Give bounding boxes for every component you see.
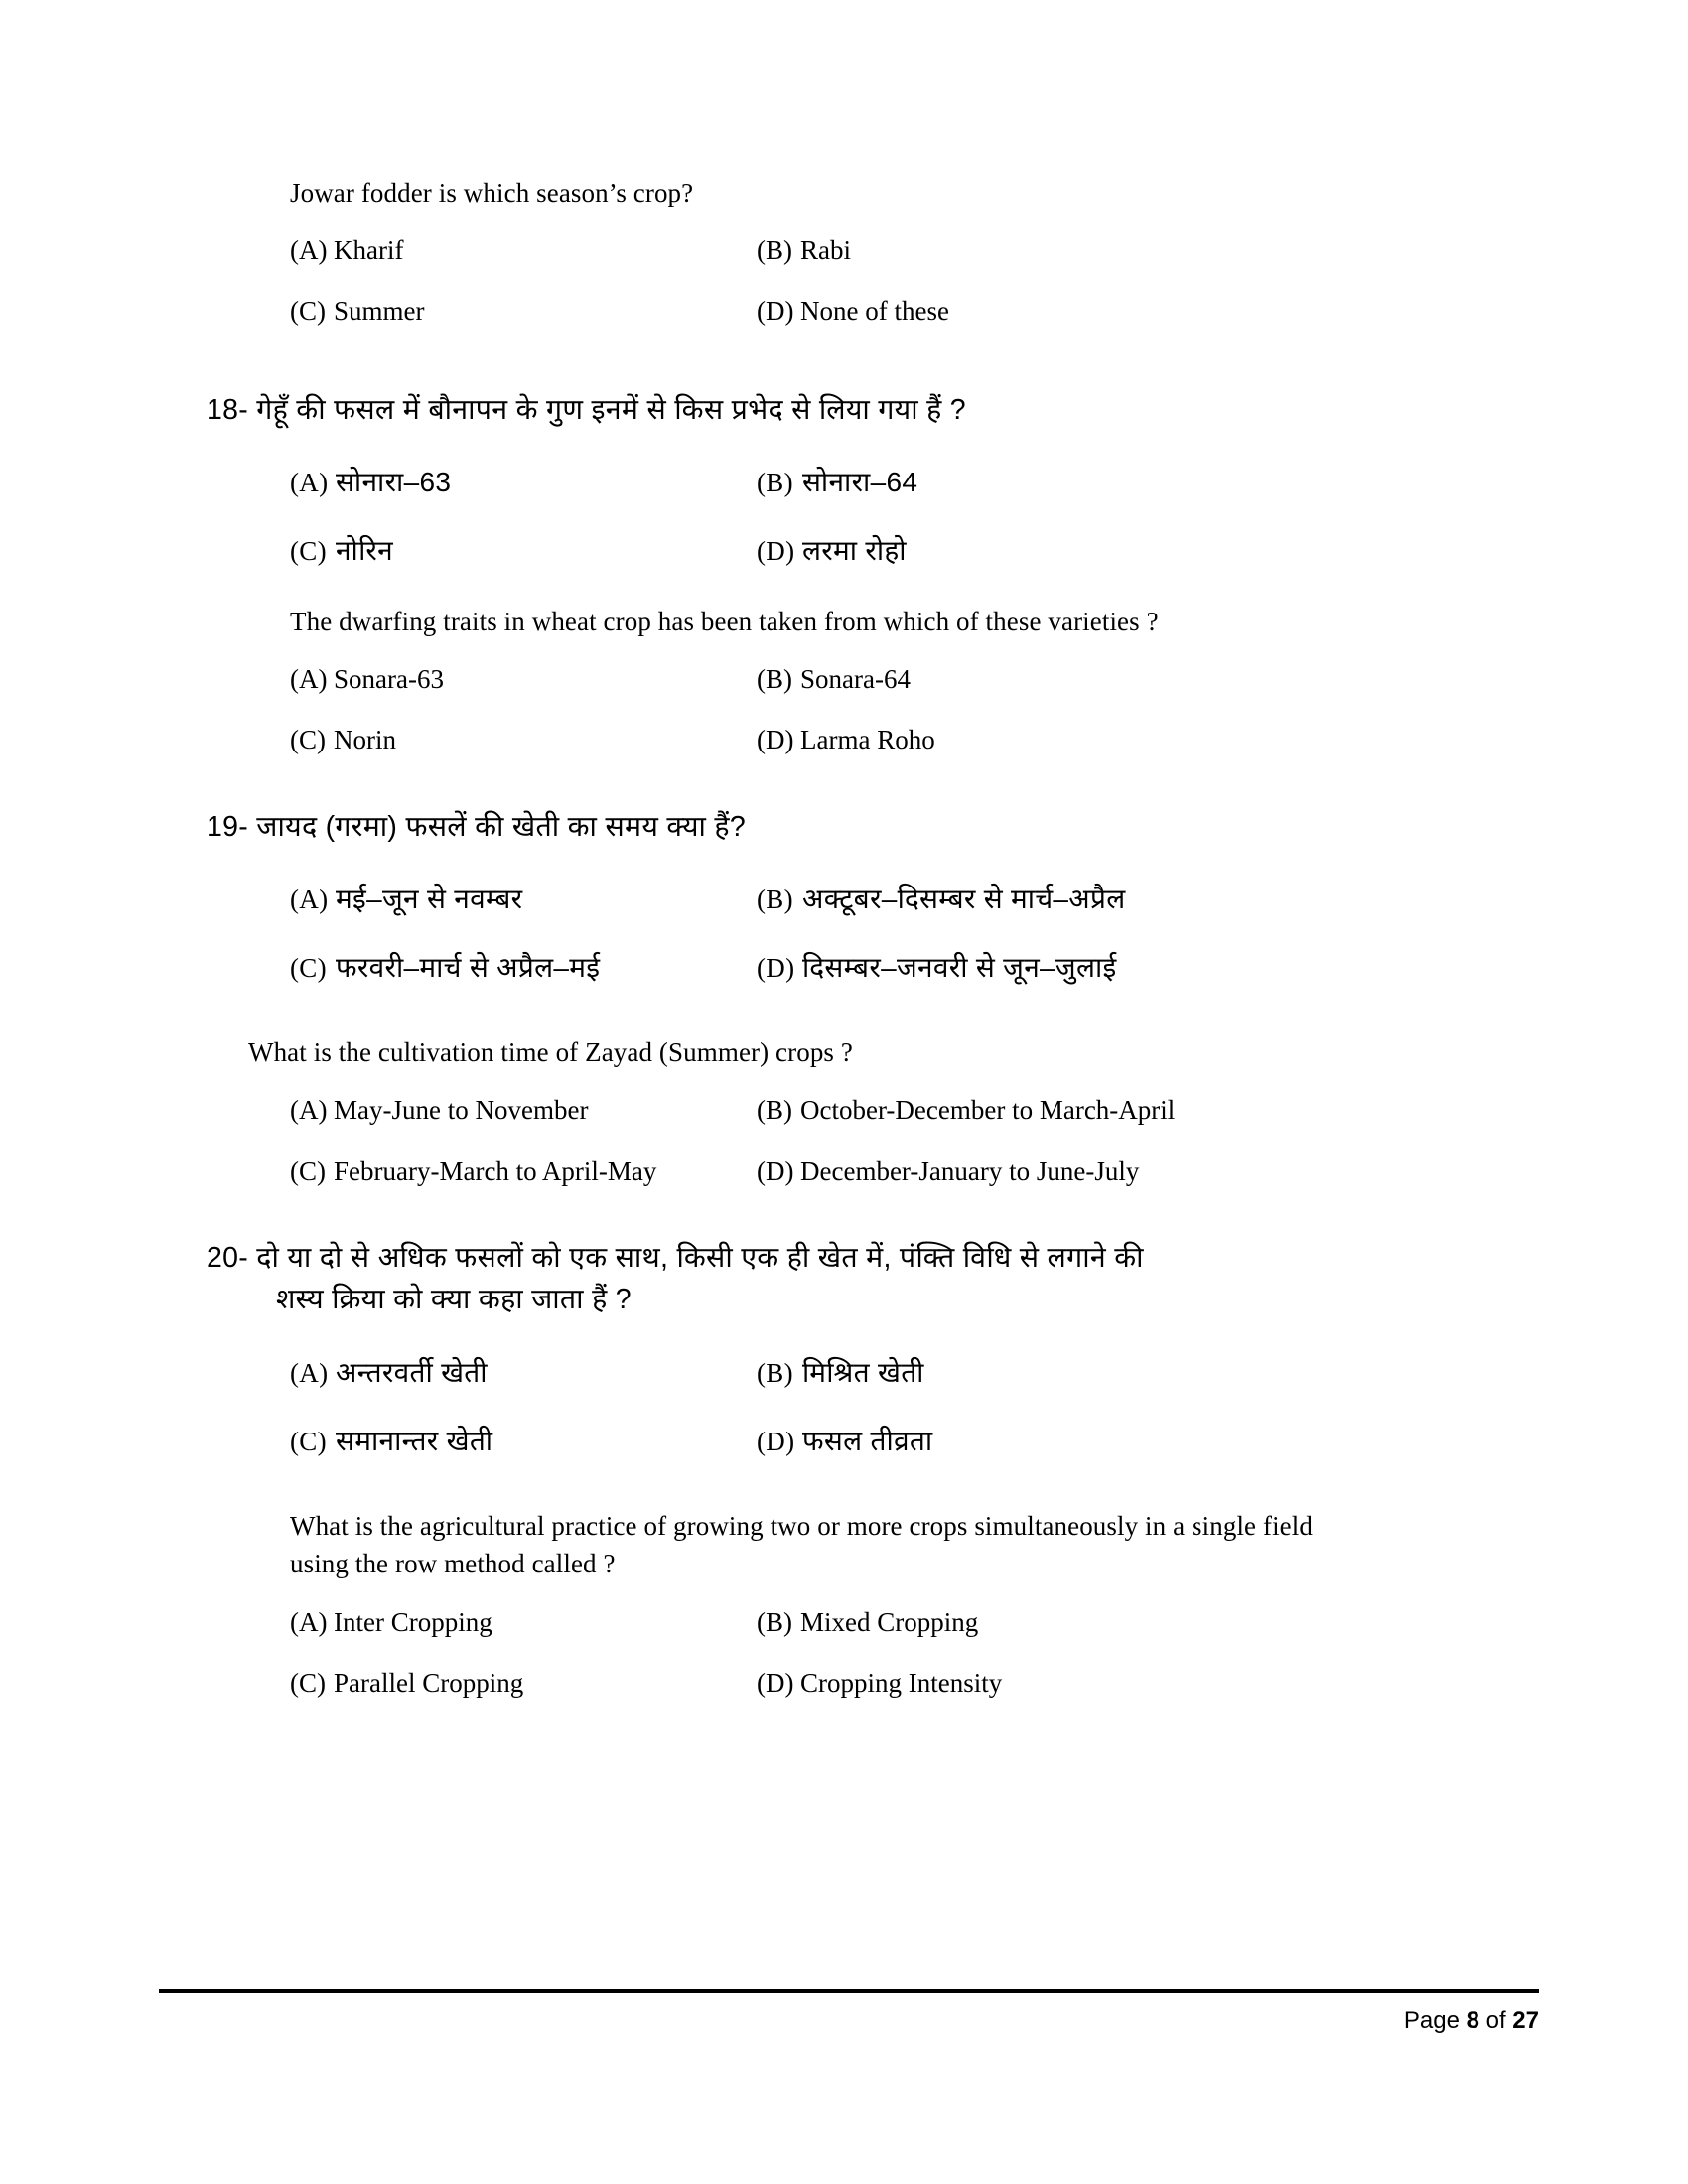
question-stem-line-1: 20- दो या दो से अधिक फसलों को एक साथ, किसी एक ही खेत में, पंक्ति विधि से लगाने की (207, 1241, 1144, 1274)
option-grid (248, 1605, 1460, 1701)
question-block-q19-english (248, 1033, 1460, 1189)
option-c[interactable] (290, 1155, 757, 1189)
option-text: Sonara-63 (334, 664, 444, 695)
option-grid (248, 1093, 1460, 1188)
option-label: (C) (290, 535, 327, 566)
option-label: (B) (757, 235, 792, 266)
option-label: (A) (290, 885, 329, 915)
option-label: (A) (290, 1606, 328, 1637)
option-label: (B) (757, 885, 793, 915)
option-c[interactable] (290, 950, 757, 986)
option-text: फसल तीव्रता (802, 1425, 933, 1456)
option-text: Parallel Cropping (334, 1667, 524, 1698)
option-b[interactable] (757, 1355, 1460, 1391)
option-a[interactable] (290, 233, 757, 268)
option-text: Inter Cropping (334, 1606, 492, 1637)
option-text: May-June to November (334, 1095, 589, 1126)
option-a[interactable] (290, 662, 757, 697)
option-grid (248, 882, 1460, 986)
option-text: Kharif (334, 235, 404, 266)
option-text: Sonara-64 (800, 664, 911, 695)
option-label: (D) (757, 725, 794, 755)
option-text: Rabi (800, 235, 851, 266)
option-label: (C) (290, 725, 326, 755)
option-text: समानान्तर खेती (336, 1425, 493, 1456)
page-number-current: 8 (1466, 2007, 1479, 2034)
option-b[interactable] (757, 882, 1460, 917)
option-text: अक्टूबर–दिसम्बर से मार्च–अप्रैल (802, 884, 1126, 915)
option-text: Norin (334, 725, 396, 755)
option-b[interactable] (757, 1605, 1460, 1640)
option-label: (D) (757, 1156, 794, 1186)
option-b[interactable] (757, 662, 1460, 697)
option-label: (C) (290, 1667, 326, 1698)
option-b[interactable] (757, 1093, 1460, 1128)
option-a[interactable] (290, 1355, 757, 1391)
option-d[interactable] (757, 533, 1460, 569)
option-text: फरवरी–मार्च से अप्रैल–मई (336, 951, 601, 983)
option-c[interactable] (290, 723, 757, 757)
question-block-q20-hindi (207, 1237, 1460, 1459)
option-text: लरमा रोहो (802, 534, 907, 566)
question-block-q19-hindi (207, 806, 1460, 987)
question-stem-line-2: using the row method called ? (290, 1549, 616, 1579)
option-grid (248, 233, 1460, 329)
option-text: नोरिन (336, 534, 393, 566)
option-grid (248, 1355, 1460, 1459)
question-block-q18-hindi (207, 389, 1460, 570)
option-text: Summer (334, 296, 425, 327)
page-number-total: 27 (1512, 2007, 1539, 2034)
question-stem-line-2: शस्य क्रिया को क्या कहा जाता हैं ? (276, 1284, 632, 1316)
question-stem: The dwarfing traits in wheat crop has been taken from which of these varieties ? (290, 607, 1159, 637)
page-number-prefix: Page (1403, 2007, 1467, 2034)
option-label: (B) (757, 468, 793, 498)
option-a[interactable] (290, 882, 757, 917)
option-a[interactable] (290, 1093, 757, 1128)
option-c[interactable] (290, 1666, 757, 1701)
option-d[interactable] (757, 294, 1460, 329)
option-d[interactable] (757, 1155, 1460, 1189)
option-label: (C) (290, 296, 326, 327)
option-a[interactable] (290, 1605, 757, 1640)
option-label: (B) (757, 1358, 793, 1389)
page-number-of: of (1478, 2007, 1513, 2034)
option-label: (A) (290, 664, 328, 695)
question-stem: Jowar fodder is which season’s crop? (290, 178, 694, 207)
question-block-q17-english (248, 174, 1460, 330)
option-text: अन्तरवर्ती खेती (336, 1357, 488, 1389)
option-b[interactable] (757, 465, 1460, 500)
option-grid (248, 465, 1460, 569)
option-text: Mixed Cropping (800, 1606, 979, 1637)
option-d[interactable] (757, 950, 1460, 986)
page-number (159, 2007, 1539, 2035)
option-c[interactable] (290, 1424, 757, 1459)
page-footer (159, 1989, 1539, 2035)
option-text: February-March to April-May (334, 1156, 657, 1186)
option-text: मिश्रित खेती (802, 1357, 924, 1389)
question-stem: 18- गेहूँ की फसल में बौनापन के गुण इनमें से किस प्रभेद से लिया गया हैं ? (207, 393, 966, 426)
option-b[interactable] (757, 233, 1460, 268)
option-text: मई–जून से नवम्बर (336, 884, 523, 915)
option-label: (D) (757, 952, 795, 983)
option-label: (A) (290, 1095, 328, 1126)
option-text: सोनारा–63 (336, 467, 452, 498)
option-grid (248, 662, 1460, 757)
question-list (207, 174, 1460, 1701)
option-label: (B) (757, 1095, 792, 1126)
option-label: (B) (757, 664, 792, 695)
option-label: (D) (757, 1667, 794, 1698)
option-c[interactable] (290, 294, 757, 329)
question-block-q18-english (248, 603, 1460, 758)
option-label: (A) (290, 235, 328, 266)
option-text: None of these (800, 296, 949, 327)
option-d[interactable] (757, 723, 1460, 757)
footer-divider (159, 1989, 1539, 1993)
question-stem: What is the cultivation time of Zayad (Summer) crops ? (248, 1037, 853, 1068)
option-c[interactable] (290, 533, 757, 569)
question-stem: 19- जायद (गरमा) फसलें की खेती का समय क्या हैं? (207, 810, 746, 843)
option-text: सोनारा–64 (802, 467, 918, 498)
option-a[interactable] (290, 465, 757, 500)
question-block-q20-english (248, 1507, 1460, 1701)
option-label: (D) (757, 296, 794, 327)
option-text: December-January to June-July (800, 1156, 1140, 1186)
question-stem-line-1: What is the agricultural practice of growing two or more crops simultaneously in a single field (290, 1510, 1313, 1541)
option-text: Larma Roho (800, 725, 935, 755)
option-text: Cropping Intensity (800, 1667, 1003, 1698)
option-text: October-December to March-April (800, 1095, 1176, 1126)
option-d[interactable] (757, 1424, 1460, 1459)
option-label: (C) (290, 952, 327, 983)
option-label: (C) (290, 1426, 327, 1456)
option-label: (D) (757, 1426, 795, 1456)
option-label: (A) (290, 1358, 329, 1389)
option-label: (C) (290, 1156, 326, 1186)
option-label: (D) (757, 535, 795, 566)
option-text: दिसम्बर–जनवरी से जून–जुलाई (802, 951, 1117, 983)
option-d[interactable] (757, 1666, 1460, 1701)
option-label: (B) (757, 1606, 792, 1637)
option-label: (A) (290, 468, 329, 498)
